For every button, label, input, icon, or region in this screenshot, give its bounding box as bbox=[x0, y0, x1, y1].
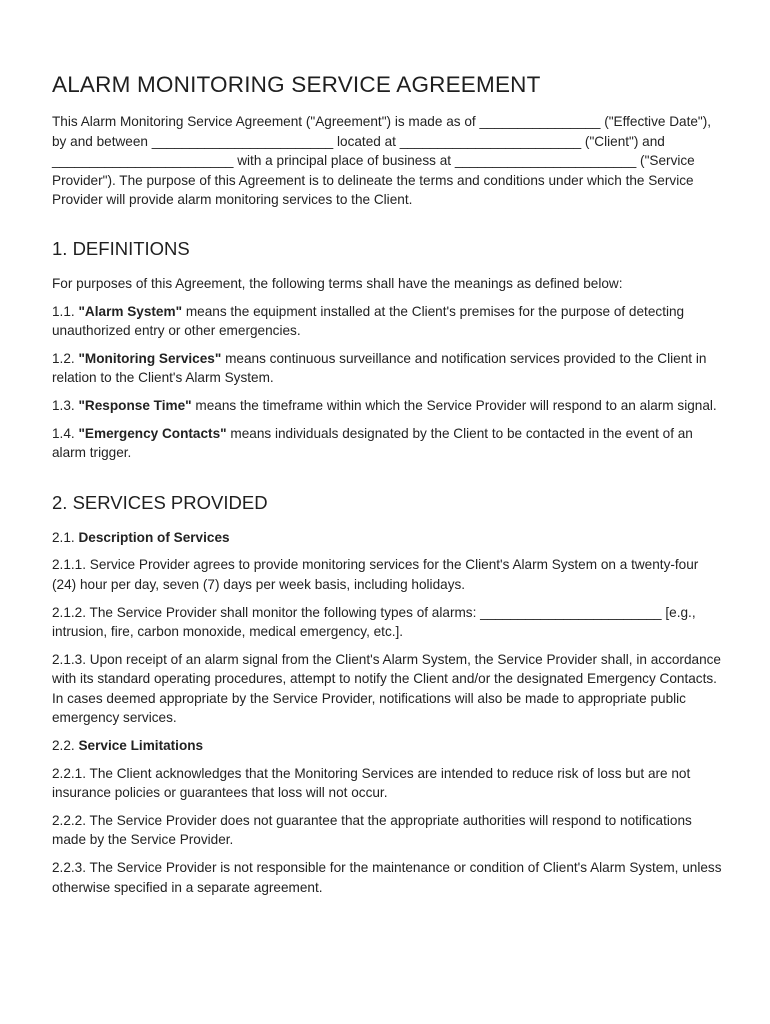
subsection-number: 2.1. bbox=[52, 529, 75, 545]
definition-text: means the equipment installed at the Client's premises for the purpose of detecting unauthorized entry or other emergencies. bbox=[52, 303, 685, 339]
definition-number: 1.4. bbox=[52, 425, 75, 441]
definition-number: 1.1. bbox=[52, 303, 75, 319]
definition-item bbox=[52, 396, 724, 416]
subsection-number: 2.2. bbox=[52, 738, 75, 754]
definition-number: 1.2. bbox=[52, 350, 75, 366]
document-title: ALARM MONITORING SERVICE AGREEMENT bbox=[52, 72, 541, 97]
definition-term: "Emergency Contacts" bbox=[78, 425, 227, 441]
definition-number: 1.3. bbox=[52, 397, 75, 413]
clause-item: 2.1.1. Service Provider agrees to provide monitoring services for the Client's Alarm System on a twenty-four (24) hour per day, seven (7) days per week basis, including holidays. bbox=[52, 557, 699, 592]
definition-item bbox=[52, 302, 724, 341]
definition-term: "Alarm System" bbox=[78, 303, 183, 319]
subsection-limitations-heading bbox=[52, 736, 724, 756]
clause-item: 2.1.2. The Service Provider shall monitor the following types of alarms: ________________________ [e.g., intrusion, fire, carbon monoxide, medical emergency, etc.]. bbox=[52, 604, 696, 640]
clause-item: 2.2.3. The Service Provider is not responsible for the maintenance or condition of Client's Alarm System, unless otherwise specified in a separate agreement. bbox=[52, 860, 722, 895]
definition-item bbox=[52, 424, 724, 463]
definition-item bbox=[52, 349, 724, 388]
section-services-heading: 2. SERVICES PROVIDED bbox=[52, 491, 268, 513]
document-page bbox=[52, 70, 724, 905]
intro-paragraph: This Alarm Monitoring Service Agreement ("Agreement") is made as of ________________ ("Effective Date"), by and between ________________________ located at ________________________ ("Client") and ________________________ with a principal place of business at ________________________ ("Service Provider"). The purpose of this Agreement is to delineate the terms and conditions under which the Service Provider will provide alarm monitoring services to the Client. bbox=[52, 114, 712, 208]
definition-term: "Monitoring Services" bbox=[78, 350, 222, 366]
clause-item: 2.2.2. The Service Provider does not guarantee that the appropriate authorities will respond to notifications made by the Service Provider. bbox=[52, 812, 692, 848]
clause-item: 2.2.1. The Client acknowledges that the Monitoring Services are intended to reduce risk of loss but are not insurance policies or guarantees that loss will not occur. bbox=[52, 765, 691, 801]
definition-text: means individuals designated by the Client to be contacted in the event of an alarm trigger. bbox=[52, 425, 693, 461]
clause-item: 2.1.3. Upon receipt of an alarm signal from the Client's Alarm System, the Service Provider shall, in accordance with its standard operating procedures, attempt to notify the Client and/or the designated Emergency Contacts. In cases deemed appropriate by the Service Provider, notifications will also be made to appropriate public emergency services. bbox=[52, 651, 721, 726]
definition-text: means the timeframe within which the Service Provider will respond to an alarm signal. bbox=[195, 397, 717, 413]
subsection-description-heading bbox=[52, 528, 724, 548]
definition-term: "Response Time" bbox=[78, 397, 192, 413]
definitions-lead: For purposes of this Agreement, the following terms shall have the meanings as defined below: bbox=[52, 275, 623, 291]
subsection-title: Service Limitations bbox=[78, 738, 204, 754]
definition-text: means continuous surveillance and notification services provided to the Client in relation to the Client's Alarm System. bbox=[52, 350, 707, 386]
subsection-title: Description of Services bbox=[78, 529, 230, 545]
section-definitions-heading: 1. DEFINITIONS bbox=[52, 237, 190, 259]
